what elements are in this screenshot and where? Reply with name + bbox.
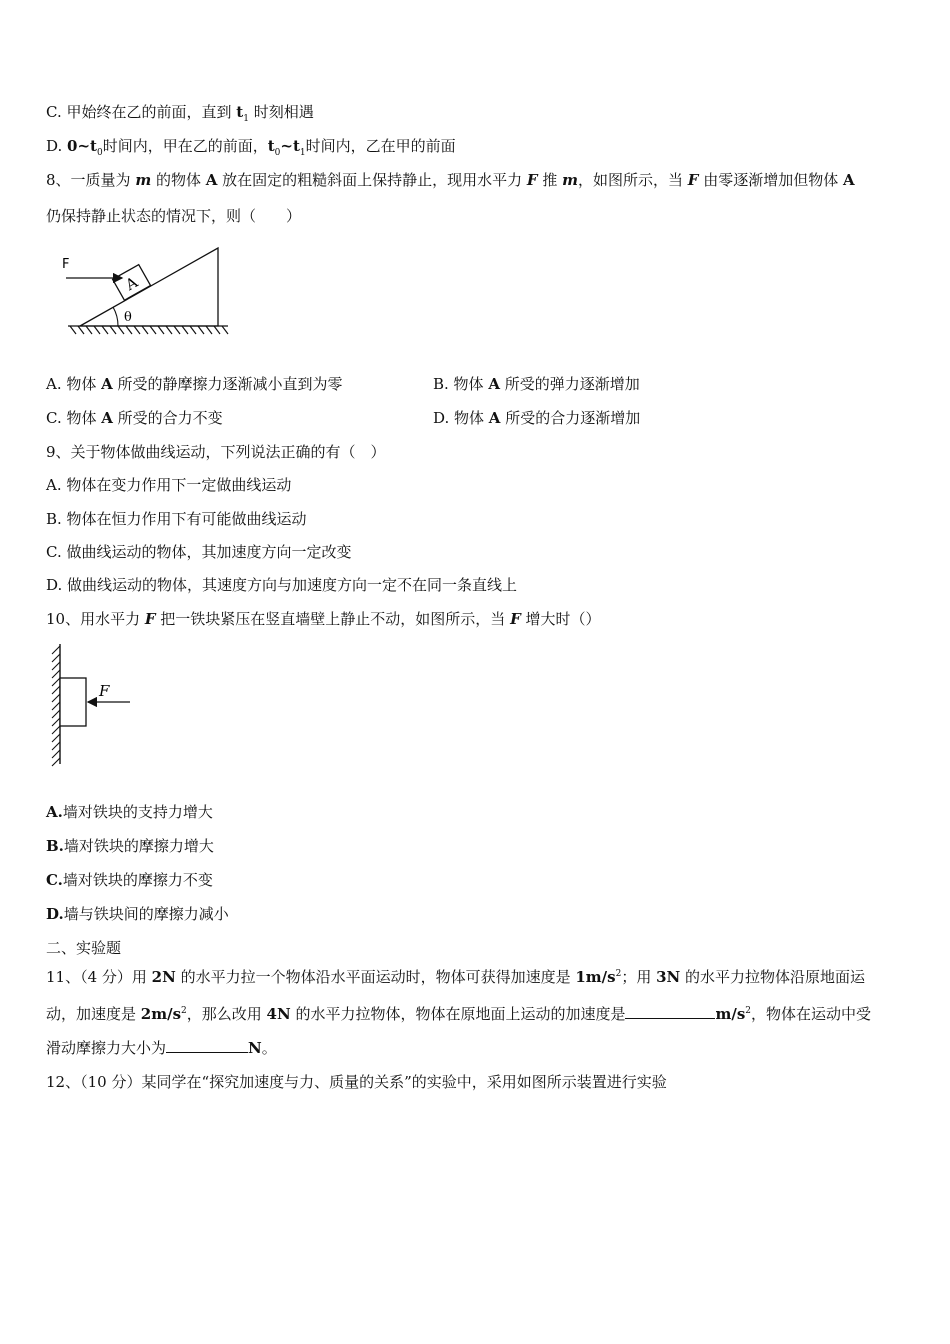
q10-option-a — [46, 802, 213, 822]
q11-value: 4N — [266, 1005, 291, 1023]
q11-text: 11、（4 分）用 — [46, 968, 152, 986]
q11-value: 2N — [151, 968, 176, 986]
answer-blank-friction[interactable] — [166, 1038, 248, 1053]
q11-text: 的水平力拉物体沿原地面运 — [680, 968, 866, 986]
q9-option-b: B. 物体在恒力作用下有可能做曲线运动 — [46, 510, 307, 528]
q7-option-c — [46, 102, 314, 129]
q8-text: 由零逐渐增加但物体 — [698, 171, 843, 189]
q11-text: 滑动摩擦力大小为 — [46, 1039, 167, 1057]
q8-opt-a-pre: A. 物体 — [46, 375, 102, 393]
q7-option-d-b-sub: 0 — [274, 148, 281, 158]
q11-sup: 2 — [615, 969, 622, 979]
q9-option-d: D. 做曲线运动的物体，其速度方向与加速度方向一定不在同一条直线上 — [46, 576, 518, 594]
q10-option-d — [46, 904, 229, 924]
q10-wall-figure — [44, 642, 139, 767]
q11-text: ，物体在运动中受 — [751, 1005, 872, 1023]
q7-option-c-sub: 1 — [243, 114, 249, 124]
block-a — [113, 265, 151, 301]
q11-value: 2m/s — [140, 1005, 182, 1023]
block-a-label: A — [122, 273, 141, 295]
q11-text: 的水平力拉一个物体沿水平面运动时，物体可获得加速度是 — [175, 968, 576, 986]
angle-label: θ — [124, 310, 132, 325]
ground-hatch — [68, 326, 228, 334]
q8-option-b — [433, 374, 640, 394]
q7-option-d-a: 0~t — [67, 137, 97, 155]
q11-unit: N — [248, 1039, 262, 1057]
q7-option-d-mid: 时间内，甲在乙的前面， — [102, 137, 268, 155]
iron-block — [60, 678, 86, 726]
q11-value: 1m/s — [575, 968, 616, 986]
q8-var-m: m — [135, 171, 152, 189]
q10-text: 增大时（） — [520, 610, 601, 628]
q10-stem — [46, 609, 601, 629]
q10-opt-b-text: 墙对铁块的摩擦力增大 — [63, 837, 214, 855]
q10-opt-c-text: 墙对铁块的摩擦力不变 — [62, 871, 213, 889]
q10-opt-d-letter: D. — [46, 905, 64, 923]
force-label: F — [99, 682, 110, 700]
q10-var-f: F — [144, 610, 156, 628]
q8-opt-d-post: 所受的合力逐渐增加 — [500, 409, 641, 427]
q8-stem-line1 — [46, 170, 855, 190]
q8-option-d — [433, 408, 640, 428]
q10-option-b — [46, 836, 214, 856]
answer-blank-acceleration[interactable] — [625, 1004, 715, 1019]
q8-opt-b-var: A — [488, 375, 500, 393]
q11-sup: 2 — [745, 1006, 751, 1016]
q7-option-d-prefix: D. — [46, 137, 68, 155]
q10-opt-a-letter: A. — [46, 803, 63, 821]
q11-text: ，那么改用 — [186, 1005, 267, 1023]
q8-var-a: A — [205, 171, 218, 189]
q7-option-c-text: C. 甲始终在乙的前面，直到 — [46, 103, 237, 121]
angle-arc — [113, 307, 118, 326]
q9-option-c: C. 做曲线运动的物体，其加速度方向一定改变 — [46, 543, 352, 561]
q11-line3 — [46, 1038, 277, 1058]
q8-text: 8、一质量为 — [46, 171, 136, 189]
force-label: F — [62, 257, 70, 272]
q7-option-d-suffix: 时间内，乙在甲的前面 — [305, 137, 456, 155]
q10-option-c — [46, 870, 213, 890]
q7-option-c-suffix: 时刻相遇 — [248, 103, 314, 121]
q8-opt-c-post: 所受的合力不变 — [112, 409, 223, 427]
q10-opt-b-letter: B. — [46, 837, 64, 855]
q10-opt-d-text: 墙与铁块间的摩擦力减小 — [63, 905, 229, 923]
q11-text: 动，加速度是 — [46, 1005, 141, 1023]
q8-opt-d-var: A — [488, 409, 501, 427]
wall-hatch — [52, 644, 60, 766]
q7-option-d-b: t — [267, 137, 275, 155]
q11-text: 的水平力拉物体，物体在原地面上运动的加速度是 — [290, 1005, 626, 1023]
q12-stem: 12、（10 分）某同学在“探究加速度与力、质量的关系”的实验中，采用如图所示装置进行实验 — [46, 1073, 667, 1091]
q10-opt-c-letter: C. — [46, 871, 63, 889]
q8-var-f: F — [526, 171, 538, 189]
q10-opt-a-text: 墙对铁块的支持力增大 — [62, 803, 213, 821]
q11-value: 3N — [656, 968, 681, 986]
q8-opt-b-post: 所受的弹力逐渐增加 — [499, 375, 640, 393]
q11-line2 — [46, 1001, 871, 1024]
q8-option-c — [46, 408, 223, 428]
q8-var-a: A — [842, 171, 855, 189]
q11-line1 — [46, 964, 865, 987]
q10-text: 把一铁块紧压在竖直墙壁上静止不动，如图所示，当 — [155, 610, 511, 628]
section-title: 二、实验题 — [46, 939, 122, 957]
q9-stem: 9、关于物体做曲线运动，下列说法正确的有（ ） — [46, 443, 386, 461]
q8-opt-a-var: A — [101, 375, 113, 393]
q8-opt-d-pre: D. 物体 — [433, 409, 489, 427]
q8-opt-a-post: 所受的静摩擦力逐渐减小直到为零 — [112, 375, 343, 393]
q10-text: 10、用水平力 — [46, 610, 145, 628]
q7-option-c-t: t — [236, 103, 244, 121]
q8-incline-figure — [58, 242, 238, 337]
q8-option-a — [46, 374, 343, 394]
q10-var-f: F — [510, 610, 521, 628]
q7-option-d — [46, 136, 456, 163]
q9-option-a: A. 物体在变力作用下一定做曲线运动 — [46, 476, 292, 494]
q11-text: 。 — [261, 1039, 277, 1057]
q7-option-d-a-sub: 0 — [96, 148, 103, 158]
q8-text: 放在固定的粗糙斜面上保持静止，现用水平力 — [217, 171, 527, 189]
q8-text: ，如图所示，当 — [578, 171, 688, 189]
q8-text: 推 — [537, 171, 563, 189]
q8-stem-line2: 仍保持静止状态的情况下，则（ ） — [46, 207, 302, 225]
q8-var-f: F — [687, 171, 699, 189]
q11-sup: 2 — [181, 1006, 187, 1016]
q8-opt-c-pre: C. 物体 — [46, 409, 102, 427]
q8-var-m: m — [562, 171, 578, 189]
q8-opt-c-var: A — [101, 409, 113, 427]
q7-option-d-tilde: ~t — [280, 137, 300, 155]
q8-text: 的物体 — [151, 171, 206, 189]
q11-unit: m/s — [715, 1005, 746, 1023]
q8-opt-b-pre: B. 物体 — [433, 375, 489, 393]
q7-option-d-c-sub: 1 — [299, 148, 306, 158]
q11-text: ；用 — [621, 968, 657, 986]
